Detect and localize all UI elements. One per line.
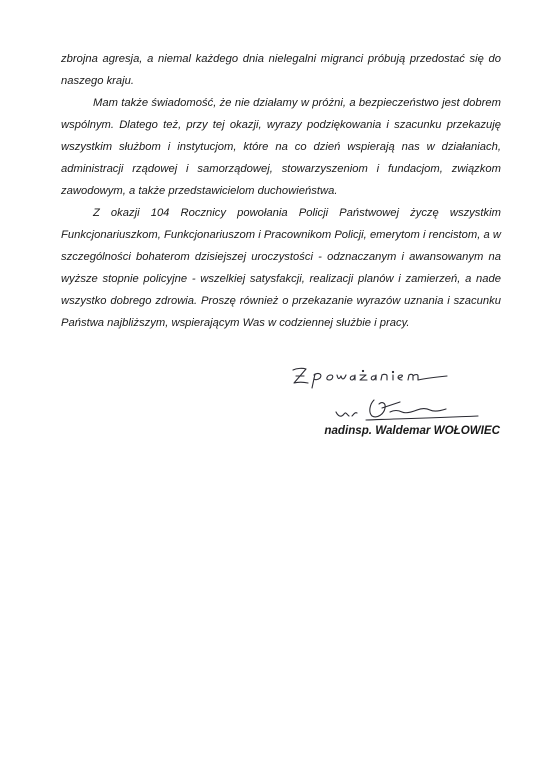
handwritten-closing xyxy=(287,364,467,390)
handwritten-signature xyxy=(322,392,482,424)
paragraph-anniversary-wishes: Z okazji 104 Rocznicy powołania Policji Państwowej życzę wszystkim Funkcjonariuszkom, Funkcjonariuszom i Pracownikom Policji, emerytom i rencistom, a w szczególności bohaterom dzisiejszej uroczystości - odznaczanym i awansowanym na wyższe stopnie policyjne - wszelkiej satysfakcji, realizacji planów i zamierzeń, a nade wszystko dobrego zdrowia. Proszę również o przekazanie wyrazów uznania i szacunku Państwa najbliższym, wspierającym Was w codziennej służbie i pracy. xyxy=(61,207,501,329)
letter-body xyxy=(61,48,501,334)
paragraph-continuation: zbrojna agresja, a niemal każdego dnia nielegalni migranci próbują przedostać się do naszego kraju. xyxy=(61,53,501,87)
paragraph-cooperation: Mam także świadomość, że nie działamy w próżni, a bezpieczeństwo jest dobrem wspólnym. Dlatego też, przy tej okazji, wyrazy podziękowania i szacunku przekazuję wszystkim służbom i instytucjom, które na co dzień wspierają nas w działaniach, administracji rządowej i samorządowej, stowarzyszeniom i fundacjom, związkom zawodowym, a także przedstawicielom duchowieństwa. xyxy=(61,97,501,197)
signer-name: nadinsp. Waldemar WOŁOWIEC xyxy=(324,424,500,437)
